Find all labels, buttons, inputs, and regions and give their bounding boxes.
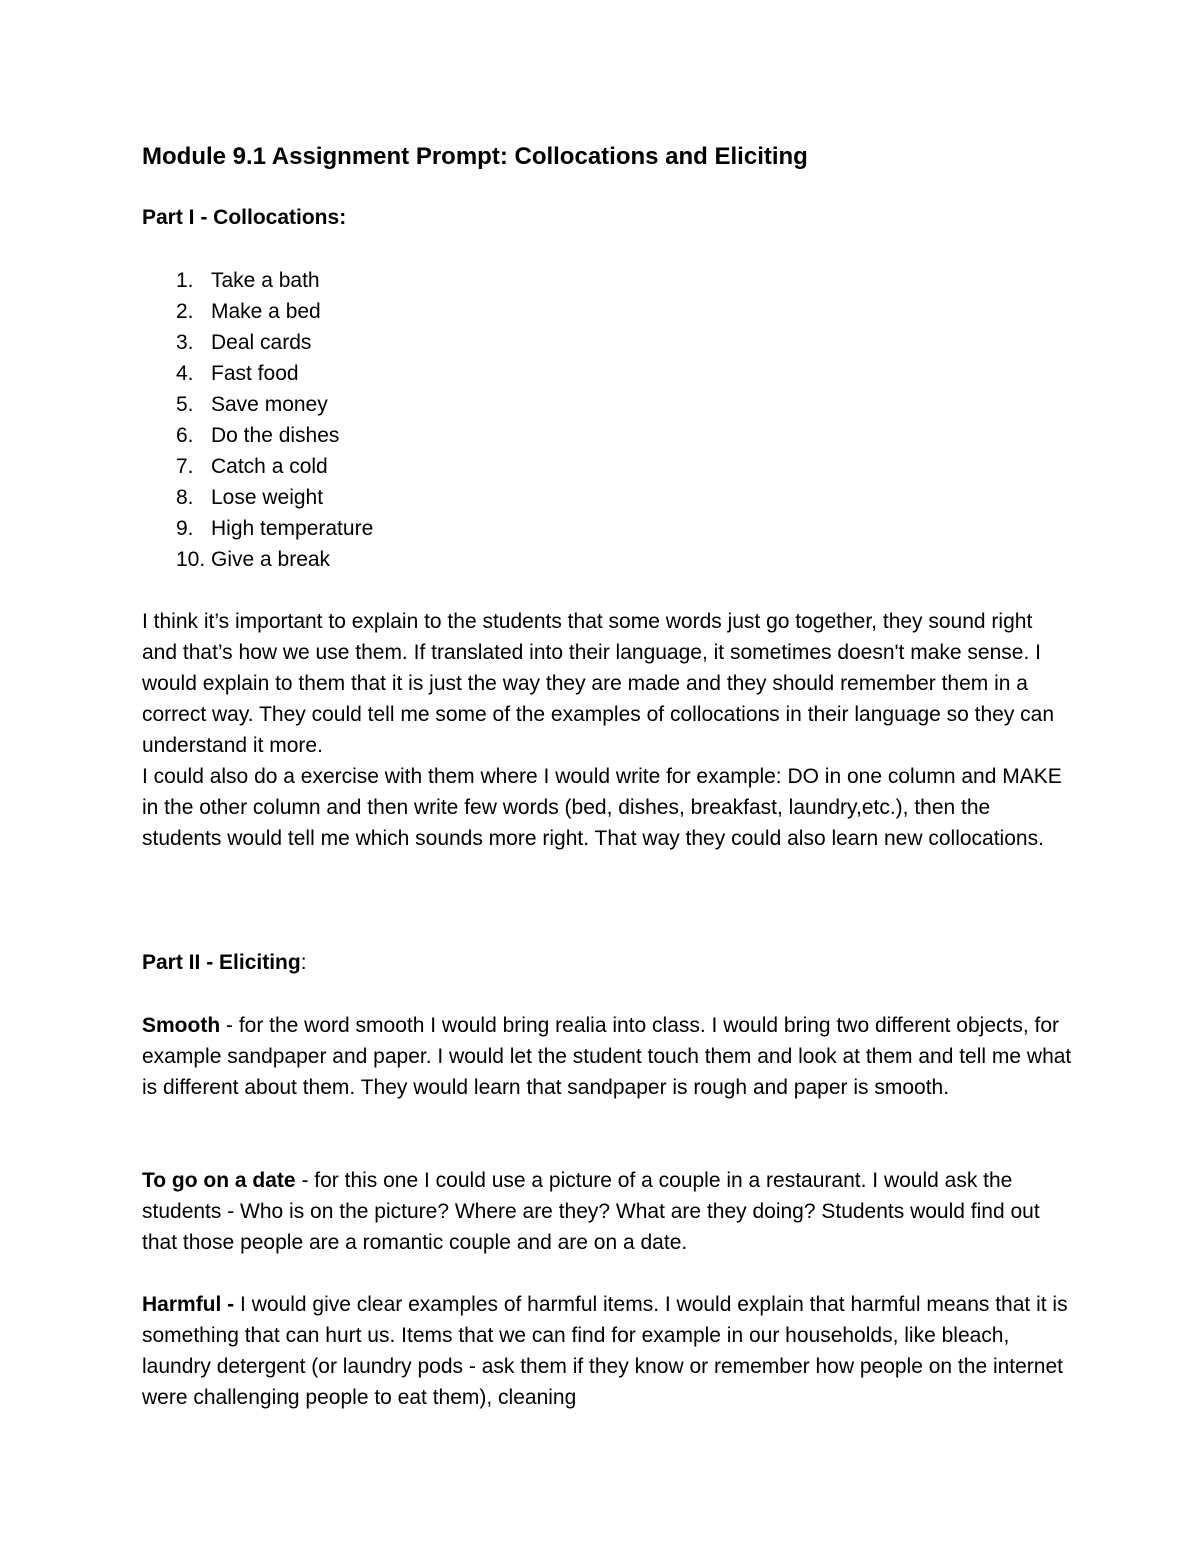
entry-text: - for the word smooth I would bring realia into class. I would bring two different objects, for example sandpaper and paper. I would let the student touch them and look at them and tell me what is different about them. They would learn that sandpaper is rough and paper is smooth.	[142, 1014, 1072, 1099]
list-item	[142, 451, 373, 482]
part2-heading	[142, 948, 307, 978]
collocations-list	[142, 265, 373, 575]
list-item	[142, 296, 373, 327]
entry-term: To go on a date	[142, 1169, 296, 1192]
eliciting-entry-harmful	[142, 1289, 1072, 1413]
part1-heading: Part I - Collocations:	[142, 206, 347, 229]
entry-text: - for this one I could use a picture of a couple in a restaurant. I would ask the students - Who is on the picture? Where are they? What are they doing? Students would find out that those people are a romantic couple and are on a date.	[142, 1169, 1040, 1254]
collocations-explanation-paragraph: I think it’s important to explain to the students that some words just go together, they sound right and that’s how we use them. If translated into their language, it sometimes doesn't make sense. I would explain to them that it is just the way they are made and they should remember them in a correct way. They could tell me some of the examples of collocations in their language so they can understand it more.	[142, 610, 1055, 757]
list-item	[142, 265, 373, 296]
list-item-number: 7.	[176, 455, 194, 478]
part2-heading-label: Part II - Eliciting	[142, 951, 301, 974]
list-item-number: 8.	[176, 486, 194, 509]
list-item-number: 10.	[176, 548, 206, 571]
eliciting-entry-smooth	[142, 1010, 1072, 1103]
list-item-text: Fast food	[211, 362, 299, 385]
entry-text: I would give clear examples of harmful items. I would explain that harmful means that it is something that can hurt us. Items that we can find for example in our households, like bleach, laundry detergent (or laundry pods - ask them if they know or remember how people on the internet were challenging people to eat them), cleaning	[142, 1293, 1068, 1409]
list-item	[142, 482, 373, 513]
list-item	[142, 544, 373, 575]
list-item-text: Do the dishes	[211, 424, 340, 447]
list-item-number: 4.	[176, 362, 194, 385]
entry-term: Smooth	[142, 1014, 221, 1037]
list-item	[142, 420, 373, 451]
list-item-text: Take a bath	[211, 269, 320, 292]
list-item-text: Make a bed	[211, 300, 321, 323]
list-item-text: Lose weight	[211, 486, 324, 509]
document-title: Module 9.1 Assignment Prompt: Collocations and Eliciting	[142, 143, 808, 170]
list-item	[142, 389, 373, 420]
part2-heading-colon: :	[300, 951, 307, 974]
list-item-text: Give a break	[211, 548, 331, 571]
list-item-number: 3.	[176, 331, 194, 354]
list-item-text: Catch a cold	[211, 455, 328, 478]
list-item-number: 9.	[176, 517, 194, 540]
list-item-number: 1.	[176, 269, 194, 292]
list-item-text: Save money	[211, 393, 328, 416]
list-item-text: High temperature	[211, 517, 374, 540]
list-item-text: Deal cards	[211, 331, 312, 354]
collocations-exercise-paragraph: I could also do a exercise with them where I would write for example: DO in one column and MAKE in the other column and then write few words (bed, dishes, breakfast, laundry,etc.), then the students would tell me which sounds more right. That way they could also learn new collocations.	[142, 765, 1062, 850]
list-item	[142, 327, 373, 358]
eliciting-entry-go-on-a-date	[142, 1165, 1072, 1258]
list-item	[142, 513, 373, 544]
list-item-number: 6.	[176, 424, 194, 447]
list-item	[142, 358, 373, 389]
list-item-number: 2.	[176, 300, 194, 323]
list-item-number: 5.	[176, 393, 194, 416]
entry-term: Harmful -	[142, 1293, 235, 1316]
